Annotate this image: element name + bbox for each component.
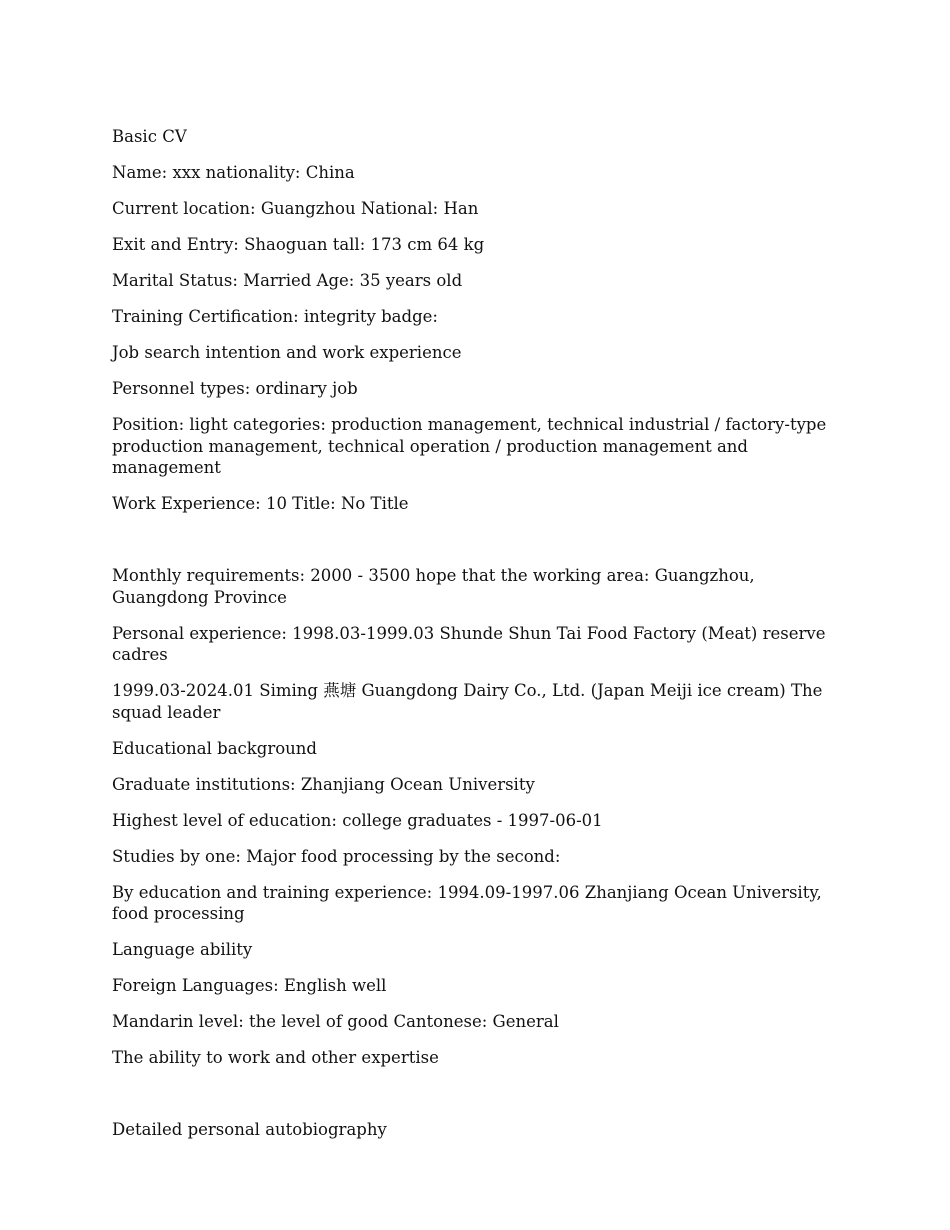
dairy-experience-line: 1999.03-2024.01 Siming 燕塘 Guangdong Dairy Co., Ltd. (Japan Meiji ice cream) The squad leader bbox=[112, 681, 823, 722]
graduate-institution-line: Graduate institutions: Zhanjiang Ocean University bbox=[112, 774, 535, 794]
mandarin-level-line: Mandarin level: the level of good Cantonese: General bbox=[112, 1012, 559, 1031]
cv-heading: Basic CV bbox=[112, 127, 187, 146]
expertise-heading: The ability to work and other expertise bbox=[112, 1048, 439, 1067]
studies-line: Studies by one: Major food processing by the second: bbox=[112, 846, 561, 866]
personnel-types-line: Personnel types: ordinary job bbox=[112, 379, 358, 398]
document-body bbox=[112, 126, 840, 1155]
autobiography-heading: Detailed personal autobiography bbox=[112, 1120, 387, 1139]
language-ability-heading: Language ability bbox=[112, 940, 253, 959]
foreign-languages-line: Foreign Languages: English well bbox=[112, 976, 387, 995]
position-line: Position: light categories: production management, technical industrial / factory-type production management, technical operation / production management and management bbox=[112, 415, 827, 477]
name-nationality-line: Name: xxx nationality: China bbox=[112, 163, 355, 182]
education-heading: Educational background bbox=[112, 738, 317, 758]
monthly-requirements-line: Monthly requirements: 2000 - 3500 hope that the working area: Guangzhou, Guangdong Province bbox=[112, 566, 755, 607]
work-experience-line: Work Experience: 10 Title: No Title bbox=[112, 494, 409, 513]
training-experience-line: By education and training experience: 1994.09-1997.06 Zhanjiang Ocean University, food processing bbox=[112, 882, 822, 923]
personal-experience-line: Personal experience: 1998.03-1999.03 Shunde Shun Tai Food Factory (Meat) reserve cadres bbox=[112, 623, 826, 664]
marital-status-line: Marital Status: Married Age: 35 years old bbox=[112, 271, 463, 290]
training-certification-line: Training Certification: integrity badge: bbox=[112, 307, 438, 326]
exit-entry-line: Exit and Entry: Shaoguan tall: 173 cm 64 kg bbox=[112, 235, 485, 254]
highest-education-line: Highest level of education: college graduates - 1997-06-01 bbox=[112, 810, 603, 830]
job-intention-heading: Job search intention and work experience bbox=[112, 343, 462, 362]
location-line: Current location: Guangzhou National: Han bbox=[112, 199, 479, 218]
